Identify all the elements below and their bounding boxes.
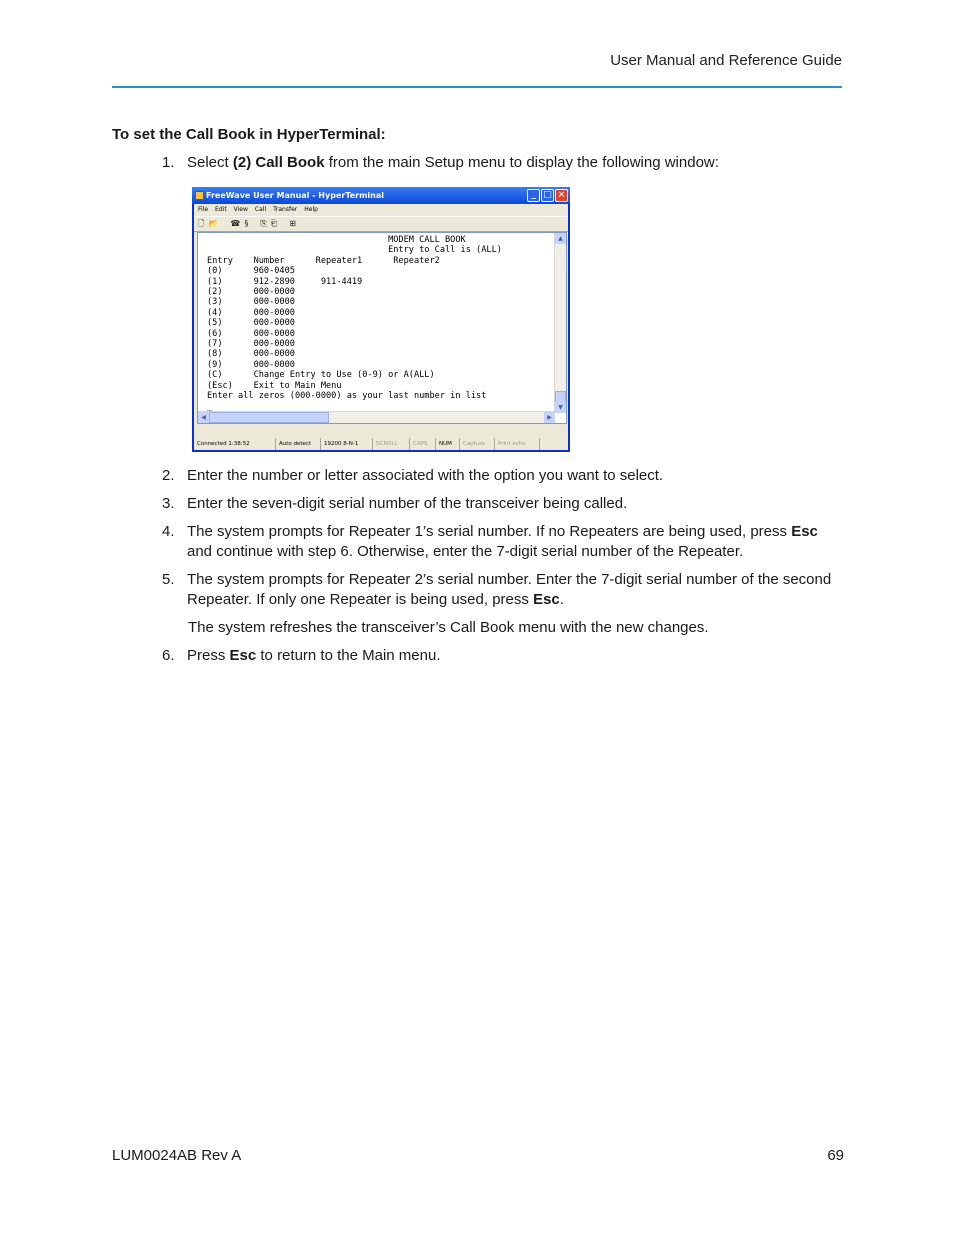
menu-view[interactable]: View (233, 206, 248, 213)
menu-edit[interactable]: Edit (215, 206, 227, 213)
scroll-down-icon[interactable]: ▼ (555, 402, 566, 413)
step-4 (162, 522, 842, 562)
settings-icon[interactable]: ⊞ (289, 219, 296, 228)
step-5 (162, 570, 842, 610)
new-icon[interactable]: 🗋 (198, 219, 205, 228)
toolbar (194, 216, 568, 232)
step-text: Enter the seven-digit serial number of the transceiver being called. (187, 495, 628, 512)
step-2 (162, 466, 842, 486)
window-title: FreeWave User Manual - HyperTerminal (206, 191, 384, 200)
status-bar (194, 438, 568, 450)
terminal-output: MODEM CALL BOOK Entry to Call is (ALL) Entry Number Repeater1 Repeater2 (0) 960-0405 (1) 912-2890 911-4419 (2) 000-0000 (3) 000-0000 (4) 000-0000 (5) 000-0000 (6) 000-0000 (7) 000-0000 (8) 000-0000 (9) 000-0000 (C) Change Entry to Use (0-9) or A(ALL) (Esc) Exit to Main Menu Enter all zeros (000-0000) as your last number in list _ (207, 235, 502, 412)
step-number: 6. (162, 647, 175, 664)
header-title: User Manual and Reference Guide (610, 52, 842, 69)
step-number: 2. (162, 467, 175, 484)
section-title: To set the Call Book in HyperTerminal: (112, 126, 386, 143)
menu-help[interactable]: Help (304, 206, 318, 213)
minimize-icon[interactable]: _ (527, 189, 540, 202)
close-icon[interactable]: × (555, 189, 568, 202)
step-text: Select (2) Call Book from the main Setup menu to display the following window: (187, 154, 719, 171)
step-text: The system prompts for Repeater 2’s serial number. Enter the 7-digit serial number of the second Repeater. If only one Repeater is being used, press Esc. (187, 571, 832, 608)
open-icon[interactable]: 📂 (208, 219, 219, 228)
receive-icon[interactable]: ⎗ (270, 219, 278, 228)
step-number: 3. (162, 495, 175, 512)
document-id: LUM0024AB Rev A (112, 1147, 242, 1164)
send-icon[interactable]: ⎘ (260, 219, 267, 228)
vertical-scrollbar[interactable] (554, 233, 566, 413)
status-caps: CAPS (410, 438, 436, 450)
step-number: 5. (162, 571, 175, 588)
menu-bar (194, 204, 568, 216)
maximize-icon[interactable]: □ (541, 189, 554, 202)
status-num: NUM (436, 438, 460, 450)
disconnect-icon[interactable]: ☎ (230, 219, 241, 228)
window-titlebar[interactable] (192, 187, 570, 204)
scroll-right-icon[interactable]: ▶ (544, 412, 555, 423)
step-text: Press Esc to return to the Main menu. (187, 647, 441, 664)
step-text: The system prompts for Repeater 1’s serial number. If no Repeaters are being used, press Esc and continue with step 6. Otherwise, enter the 7-digit serial number of the Repeater. (187, 523, 818, 560)
app-icon (195, 191, 204, 200)
status-detect: Auto detect (276, 438, 321, 450)
page-number: 69 (827, 1147, 844, 1164)
scroll-up-icon[interactable]: ▲ (555, 233, 566, 244)
header-rule (112, 86, 842, 88)
window-controls (527, 189, 568, 202)
terminal-screen[interactable] (197, 232, 567, 424)
horizontal-scroll-thumb[interactable] (209, 412, 329, 423)
step-number: 1. (162, 154, 175, 171)
status-capture: Capture (460, 438, 495, 450)
scroll-left-icon[interactable]: ◀ (198, 412, 209, 423)
status-scroll: SCROLL (373, 438, 410, 450)
menu-transfer[interactable]: Transfer (273, 206, 298, 213)
step-3 (162, 494, 842, 514)
horizontal-scrollbar[interactable] (198, 411, 555, 423)
menu-call[interactable]: Call (254, 206, 267, 213)
step-note: The system refreshes the transceiver’s Call Book menu with the new changes. (188, 619, 709, 636)
properties-icon[interactable]: § (244, 219, 249, 228)
step-1 (162, 153, 842, 173)
hyperterminal-window (192, 187, 570, 452)
step-6 (162, 646, 842, 666)
menu-file[interactable]: File (198, 206, 209, 213)
status-echo: Print echo (495, 438, 540, 450)
status-connected: Connected 1:38:52 (194, 438, 276, 450)
step-number: 4. (162, 523, 175, 540)
step-text: Enter the number or letter associated with the option you want to select. (187, 467, 664, 484)
status-settings: 19200 8-N-1 (321, 438, 373, 450)
